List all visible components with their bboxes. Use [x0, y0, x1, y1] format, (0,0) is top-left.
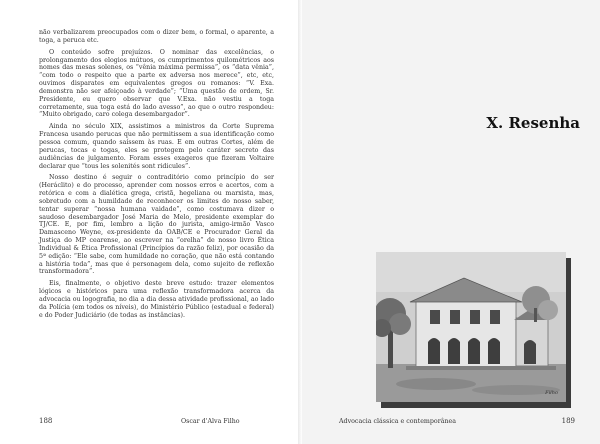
paragraph-2: O conteúdo sofre prejuízos. O nominar das excelências, o prolongamento dos elogios mútuos, os cumprimentos quilométricos aos nomes das mesas solenes, os “vênia máxima permissa”, os “data vênia”, “com todo o respeito que a parte ex adversa nos merece”, etc, etc, ouvimos disparates em equivalentes gregos ou romanos: “V. Exa. demonstra não ser afeiçoado à verdade”; “Uma questão de ordem, Sr. Presidente, eu quero observar que V.Exa. não vestiu a toga corretamente, sua toga está do lado avesso”, ao que o outro respondeu: “Muito obrigado, caro colega desembargador”. — [39, 48, 274, 119]
chapter-title: X. Resenha — [486, 114, 580, 132]
paragraph-4: Nosso destino é seguir o contraditório como princípio do ser (Heráclito) e do processo, aprender com nossos erros e acertos, com a retórica e com a dialética grega, cristã, hegeliana ou marxista, mas, sobretudo com a humildade de reconhecer os limites do nosso saber, tentar superar “nossa humana vaidade”, como costumava dizer o saudoso desembargador José Maria de Melo, presidente exemplar do TJ/CE. E, por fim, lembro a lição do jurista, amigo-irmão Vasco Damasceno Weyne, ex-presidente da OAB/CE e Procurador Geral da Justiça do MP cearense, ao escrever na “orelha” de nosso livro Ética Individual & Ética Profissional (Princípios da razão feliz), por ocasião da 5ª edição: “Ele sabe, com humildade no coração, que não está contando a história toda”, mas que é personagem dela, como sujeito de reflexão transformadora”. — [39, 174, 274, 276]
left-page-number: 188 — [39, 417, 53, 425]
painting-signature: Filho — [545, 390, 558, 396]
paragraph-3: Ainda no século XIX, assistimos a ministros da Corte Suprema Francesa usando perucas que não permitissem a sua identificação como pessoa comum, quando saíssem às ruas. E em outras Cortes, além de perucas, tocas e togas, eles se protegem pelo caráter secreto das audiências de julgamento. Foram esses exageros que fizeram Voltaire declarar que “tous les solenités sont ridicules”. — [39, 123, 274, 170]
paragraph-5: Eis, finalmente, o objetivo deste breve estudo: trazer elementos lógicos e históricos para uma reflexão transformadora acerca da advocacia ou logografia, no dia a dia dessa atividade profissional, ao lado da Polícia (em todos os níveis), do Ministério Público (estadual e federal) e do Poder Judiciário (de todas as instâncias). — [39, 280, 274, 319]
book-gutter — [298, 0, 302, 444]
right-page — [300, 0, 600, 444]
painting-illustration — [376, 252, 566, 402]
right-running-head: Advocacia clássica e contemporânea — [339, 418, 457, 425]
left-running-head: Oscar d'Alva Filho — [181, 418, 240, 425]
right-page-number: 189 — [561, 417, 575, 425]
paragraph-1: não verbalizarem preocupados com o dizer bem, o formal, o aparente, a toga, a peruca etc. — [39, 29, 274, 44]
left-page-body — [39, 29, 274, 320]
